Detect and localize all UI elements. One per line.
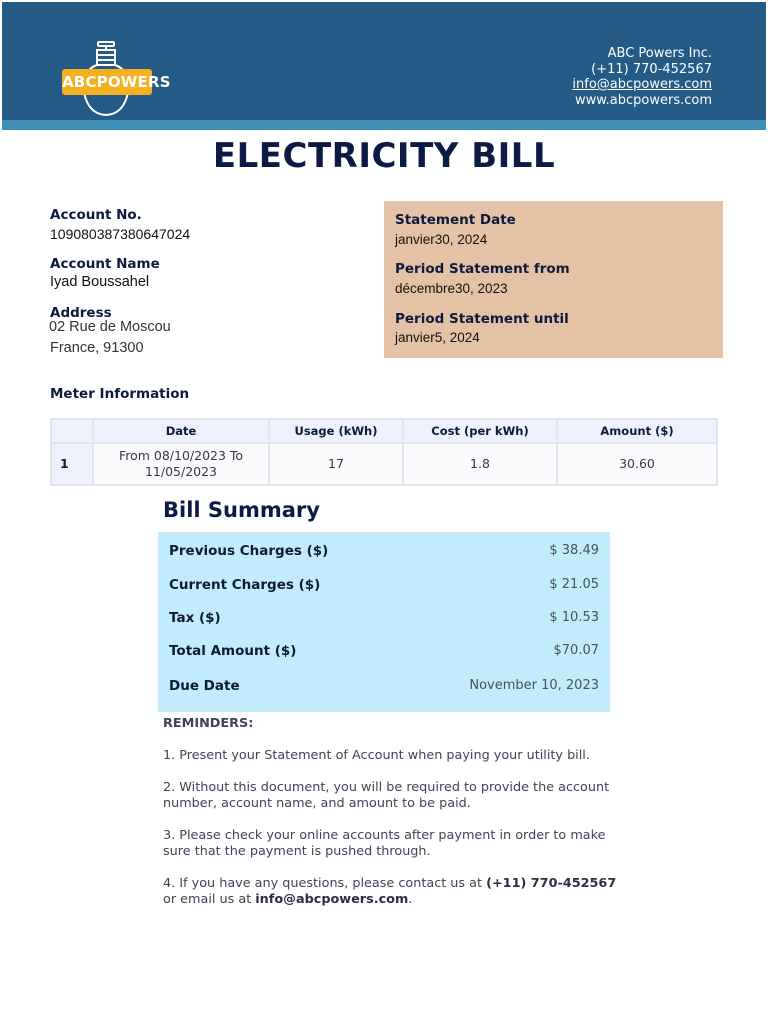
summary-value: $ 21.05: [549, 577, 599, 592]
summary-value: $70.07: [553, 643, 599, 658]
address-label: Address: [50, 305, 112, 321]
col-header-usage: Usage (kWh): [269, 419, 403, 443]
col-header-date: Date: [93, 419, 269, 443]
company-name: ABC Powers Inc.: [607, 46, 712, 61]
reminder-phone: (+11) 770-452567: [486, 876, 617, 891]
header-stripe: [2, 120, 766, 130]
address-line2: France, 91300: [50, 340, 144, 356]
summary-label: Tax ($): [169, 610, 221, 626]
company-website: www.abcpowers.com: [574, 92, 712, 108]
reminder-item: 1. Present your Statement of Account when paying your utility bill.: [163, 748, 590, 763]
col-header-cost: Cost (per kWh): [403, 419, 557, 443]
reminder-item: 3. Please check your online accounts after payment in order to make sure that the payment is pushed through.: [163, 828, 606, 859]
meter-info-title: Meter Information: [50, 386, 190, 402]
table-row: [51, 443, 717, 485]
period-until-label: Period Statement until: [395, 311, 569, 327]
reminder-text: 4. If you have any questions, please contact us at: [163, 876, 487, 891]
reminder-text: .: [408, 892, 413, 907]
row-date: From 08/10/2023 To 11/05/2023: [93, 443, 269, 485]
company-phone: (+11) 770-452567: [591, 61, 712, 77]
period-until-value: janvier5, 2024: [395, 330, 480, 345]
account-name-value: Iyad Boussahel: [50, 274, 150, 290]
col-header-amount: Amount ($): [557, 419, 717, 443]
company-logo: [60, 40, 171, 120]
reminder-item: 2. Without this document, you will be required to provide the account number, account name, and amount to be paid.: [163, 780, 610, 811]
bill-summary-title: Bill Summary: [163, 498, 320, 522]
row-cost: 1.8: [403, 443, 557, 485]
summary-row-due-date: [169, 678, 599, 698]
summary-label: Total Amount ($): [169, 643, 297, 659]
row-amount: 30.60: [557, 443, 717, 485]
reminders-heading: REMINDERS:: [163, 716, 254, 731]
reminder-item-contact: [163, 876, 623, 908]
row-index: 1: [51, 443, 93, 485]
company-email-link[interactable]: info@abcpowers.com: [572, 77, 712, 92]
summary-row-previous-charges: [169, 543, 599, 563]
period-from-value: décembre30, 2023: [395, 281, 508, 296]
summary-value: $ 10.53: [549, 610, 599, 625]
summary-label: Due Date: [169, 678, 240, 694]
account-name-label: Account Name: [50, 256, 160, 272]
reminders-section: [163, 716, 623, 924]
account-number-label: Account No.: [50, 207, 142, 223]
company-contact: [572, 46, 712, 108]
meter-table-header: [51, 419, 717, 443]
summary-label: Current Charges ($): [169, 577, 321, 593]
statement-date-value: janvier30, 2024: [395, 232, 488, 247]
page-title: ELECTRICITY BILL: [212, 136, 556, 176]
summary-row-tax: [169, 610, 599, 630]
reminder-email: info@abcpowers.com: [255, 892, 409, 907]
summary-value: $ 38.49: [549, 543, 599, 558]
summary-label: Previous Charges ($): [169, 543, 329, 559]
logo-text: ABCPOWERS: [62, 69, 152, 95]
summary-row-current-charges: [169, 577, 599, 597]
reminder-text: or email us at: [163, 892, 256, 907]
period-from-label: Period Statement from: [395, 261, 570, 277]
col-header-index: [51, 419, 93, 443]
row-usage: 17: [269, 443, 403, 485]
address-line1: 02 Rue de Moscou: [49, 319, 171, 335]
summary-value: November 10, 2023: [469, 678, 599, 693]
account-number-value: 109080387380647024: [50, 226, 191, 242]
meter-table: [50, 418, 718, 486]
statement-date-label: Statement Date: [395, 212, 516, 228]
bill-summary-box: [158, 532, 610, 712]
summary-row-total-amount: [169, 643, 599, 663]
